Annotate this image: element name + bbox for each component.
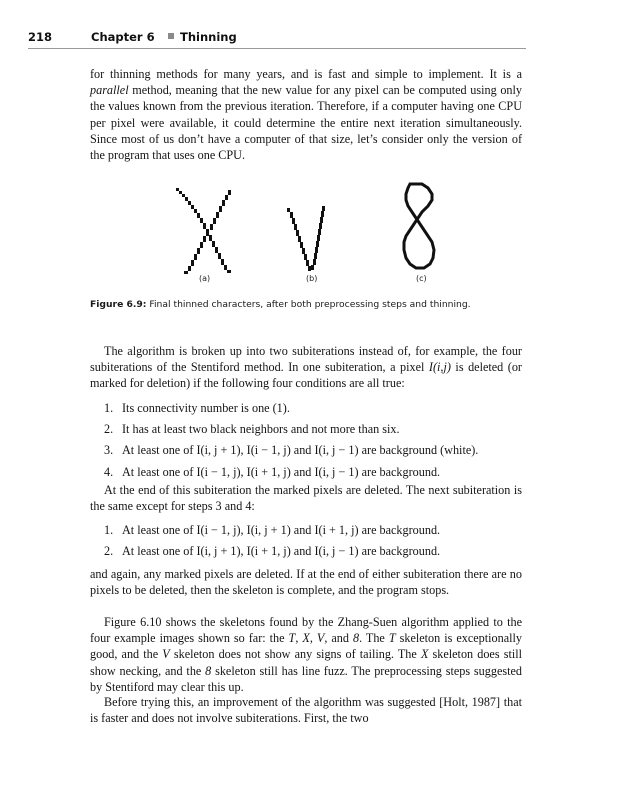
caption-label: Figure 6.9: [90,299,147,310]
paragraph-5-text: Figure 6.10 shows the skeletons found by the Zhang-Suen algorithm applied to the four example images shown so far: the T, X, V, and 8. The T skeleton is exceptionally good, and the V skeleton does not show any signs of tailing. The X skeleton does still show necking, and the 8 skeleton still has line fuzz. The preprocessing steps suggested by Stentiford may clear this up. [90,615,522,694]
running-header [28,30,526,48]
p1-line-2: It is a parallel method, meaning that the new value for any pixel can be [90,67,523,98]
page-number: 218 [28,30,53,44]
figure-6-9 [170,178,470,288]
list1-item-1: 1. Its connectivity number is one (1). [104,401,290,415]
p1-line-1: for thinning methods for many years, and is fast and simple to implement. [90,67,484,81]
p1-line-3: computed using only the values known from the previous iteration. Therefore, [90,83,523,114]
paragraph-3-text: At the end of this subiteration the marked pixels are deleted. The next subiteration is the same except for steps 3 and 4: [90,483,522,514]
p2-pixel-term: I(i,j) [428,360,451,375]
list2-item-1: 1. At least one of I(i − 1, j), I(i, j + 1) and I(i + 1, j) are background. [104,523,441,537]
paragraph-2-text [90,343,522,392]
p2-part-c: is deleted (or marked for deletion) if the following four conditions are all true: [90,360,522,391]
caption-text: Final thinned characters, after both preprocessing steps and thinning. [149,299,471,310]
chapter-title: Thinning [180,30,237,44]
paragraph-1-text [90,66,522,163]
paragraph-1 [90,66,522,163]
glyph-v-skeleton [287,206,325,271]
paragraph-4 [90,566,522,598]
paragraph-2 [90,343,522,392]
paragraph-6-text: Before trying this, an improvement of the algorithm was suggested [Holt, 1987] that is faster and does not involve subiterations. First, the two [90,695,522,726]
list1-item-3: 3. At least one of I(i, j + 1), I(i − 1, j) and I(i, j − 1) are background (white). [104,443,479,458]
conditions-list-2 [104,522,522,564]
p2-part-a: The algorithm is broken up into two subiterations instead of, for example, the four subiterations of the Stentiford method. In one subiteration, a pixel [90,344,522,375]
chapter-label: Chapter 6 [91,30,155,44]
paragraph-6 [90,694,522,726]
p1-line-5: entire next iteration simultaneously. Since most of us don’t have a computer [90,115,523,146]
glyph-x-skeleton [176,188,231,274]
p1-line-6: of that size, let’s consider only the version of the program that uses one CPU. [90,131,523,163]
paragraph-5 [90,614,522,695]
sublabel-c: (c) [416,274,427,283]
p1-line-4: if a computer having one CPU per pixel were available, it could determine the [90,99,523,130]
list1-item-2: 2. It has at least two black neighbors and not more than six. [104,422,400,437]
conditions-list-1 [104,400,522,485]
figure-caption [90,299,530,310]
glyph-8-skeleton [404,184,434,268]
list1-item-4: 4. At least one of I(i − 1, j), I(i + 1, j) and I(i, j − 1) are background. [104,464,441,479]
thinned-characters-figure [170,178,470,288]
paragraph-4-text: and again, any marked pixels are deleted. If at the end of either subiteration there are no pixels to be deleted, then the skeleton is complete, and the program stops. [90,567,522,598]
list2-item-2: 2. At least one of I(i, j + 1), I(i + 1, j) and I(i, j − 1) are background. [104,544,441,559]
header-separator-square [168,33,174,39]
sublabel-b: (b) [306,274,318,283]
sublabel-a: (a) [199,274,211,283]
header-rule [28,48,526,49]
paragraph-3 [90,482,522,514]
